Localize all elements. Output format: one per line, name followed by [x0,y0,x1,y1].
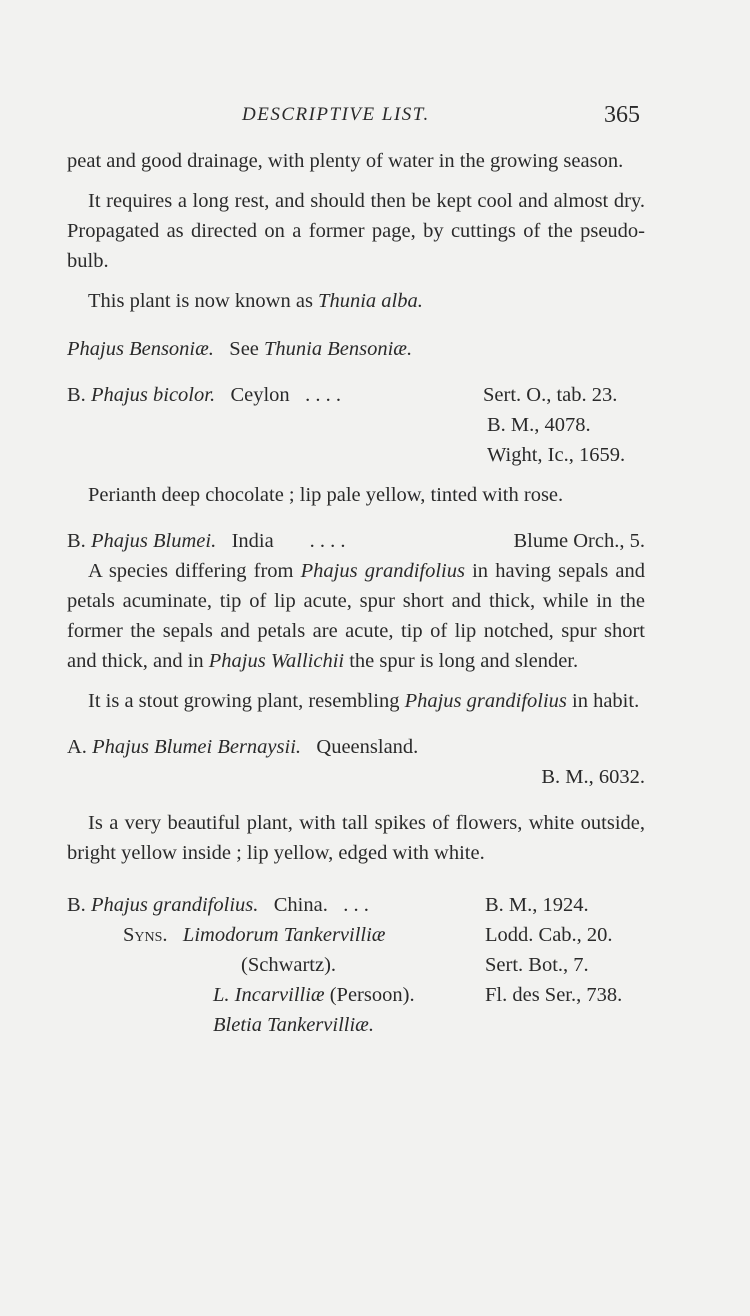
reference: Fl. des Ser., 738. [485,984,623,1006]
location: India [231,530,274,552]
description: Is a very beautiful plant, with tall spikes of flowers, white outside, bright yellow inside ; lip yellow, edged with white. [67,812,645,864]
grade: B. [67,894,86,916]
species-name: Phajus Bensoniæ. [67,338,214,360]
reference: B. M., 4078. [487,414,591,436]
page-number: 365 [604,102,640,128]
entry-blumei [67,526,645,716]
page-header [0,100,750,140]
reference: B. M., 1924. [485,894,589,916]
description: A species differing from Phajus grandifolius in having sepals and petals acuminate, tip of lip acute, spur short and thick, while in the former the sepals and petals are acute, tip of lip notched, spur short and thick, and in Phajus Wallichii the spur is long and slender. [67,560,645,672]
entry-bicolor [67,380,645,510]
entry-bernaysii [67,732,645,868]
grade: B. [67,384,86,406]
synonym-author: (Persoon). [324,984,415,1006]
synonym: Limodorum Tankervilliæ [182,924,386,946]
species-name: Phajus grandifolius. [90,894,259,916]
reference: Sert. Bot., 7. [485,954,589,976]
description: It is a stout growing plant, resembling Phajus grandifolius in habit. [88,690,640,712]
entry-bensoniae: Phajus Bensoniæ. See Thunia Bensoniæ. [67,338,413,360]
reference: Blume Orch., 5. [513,530,645,552]
location: Queensland. [316,736,419,758]
reference: B. M., 6032. [541,766,645,788]
reference: Sert. O., tab. 23. [483,384,618,406]
location: China. [273,894,328,916]
species-name: Phajus Blumei. [90,530,217,552]
entry-grandifolius [67,890,645,1040]
species-name: Phajus Blumei Bernaysii. [92,736,302,758]
paragraph: This plant is now known as Thunia alba. [88,290,423,312]
synonym: L. Incarvilliæ [213,984,325,1006]
description: Perianth deep chocolate ; lip pale yellow, tinted with rose. [88,484,564,506]
paragraph: peat and good drainage, with plenty of water in the growing season. [67,150,624,172]
leader-dots: . . . . [309,530,346,552]
species-name: Phajus bicolor. [90,384,216,406]
synonyms-label: Syns. [123,924,168,946]
page-body [67,146,645,1040]
synonym: Bletia Tankervilliæ. [213,1014,374,1036]
location: Ceylon [230,384,290,406]
leader-dots: . . . . [305,384,341,406]
grade: B. [67,530,86,552]
reference: Wight, Ic., 1659. [487,444,626,466]
grade: A. [67,736,87,758]
synonym-author: (Schwartz). [241,954,337,976]
paragraph: It requires a long rest, and should then be kept cool and almost dry. Propagated as directed on a former page, by cuttings of the pseudo-bulb. [67,190,645,272]
leader-dots: . . . [343,894,369,916]
reference: Lodd. Cab., 20. [485,924,613,946]
running-title: DESCRIPTIVE LIST. [242,104,430,125]
